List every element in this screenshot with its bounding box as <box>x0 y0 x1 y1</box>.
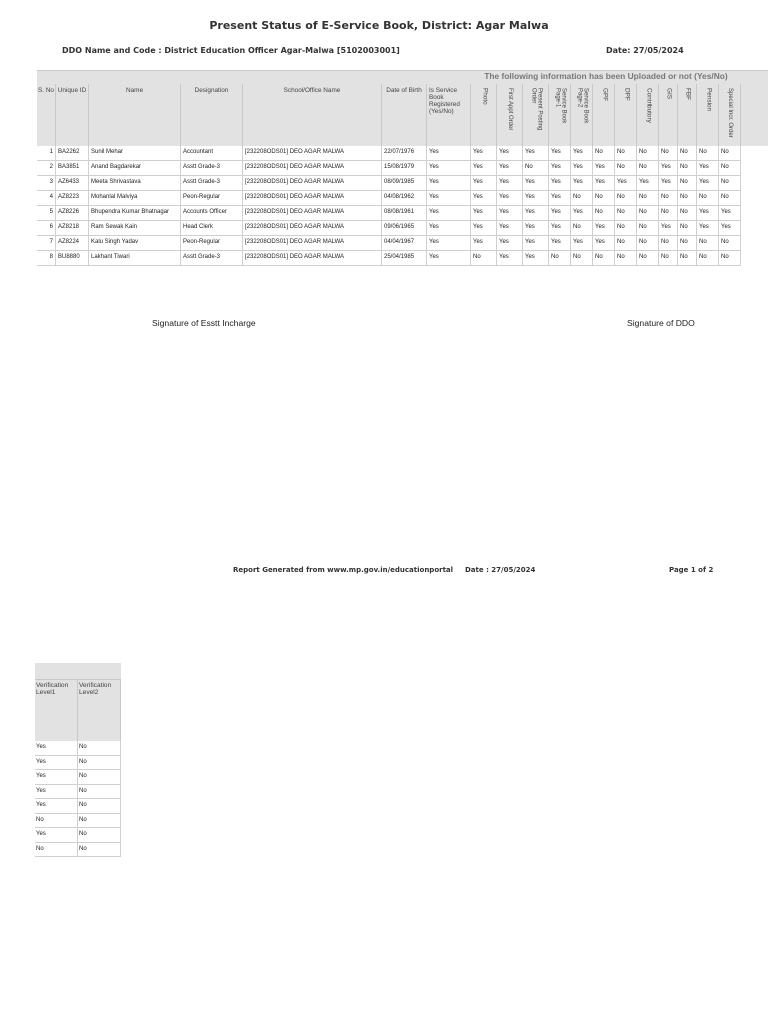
verification-cell-level-2: No <box>78 843 121 858</box>
report-date: Date: 27/05/2024 <box>606 46 684 55</box>
upload-status-caption: The following information has been Uploaded or not (Yes/No) <box>484 71 728 81</box>
table-cell-first_appt: Yes <box>497 161 523 176</box>
table-cell-school: [232208ODS01] DEO AGAR MALWA <box>243 236 382 251</box>
table-cell-designation: Accountant <box>181 146 243 161</box>
table-cell-fbf: No <box>678 251 697 266</box>
table-cell-gpf: No <box>593 206 615 221</box>
table-cell-sb1: Yes <box>549 206 571 221</box>
verification-cell-level-1: Yes <box>35 756 78 771</box>
table-cell-special: No <box>719 191 741 206</box>
table-cell-sno: 3 <box>37 176 56 191</box>
column-header-dpf: DPF <box>615 84 637 146</box>
table-cell-pension: Yes <box>697 221 719 236</box>
table-cell-special: No <box>719 161 741 176</box>
verification-cell-level-2: No <box>78 785 121 800</box>
verification-cell-level-2: No <box>78 770 121 785</box>
column-header-designation: Designation <box>181 84 243 146</box>
table-cell-sb1: Yes <box>549 146 571 161</box>
table-cell-school: [232208ODS01] DEO AGAR MALWA <box>243 161 382 176</box>
table-cell-gis: No <box>659 146 678 161</box>
table-cell-sno: 6 <box>37 221 56 236</box>
column-header-dob: Date of Birth <box>382 84 427 146</box>
table-cell-sb1: Yes <box>549 161 571 176</box>
table-cell-sno: 5 <box>37 206 56 221</box>
table-cell-sb2: Yes <box>571 161 593 176</box>
table-cell-gis: No <box>659 236 678 251</box>
table-cell-gis: No <box>659 206 678 221</box>
table-cell-registered: Yes <box>427 251 471 266</box>
table-cell-first_appt: Yes <box>497 221 523 236</box>
table-cell-registered: Yes <box>427 221 471 236</box>
table-cell-sb2: Yes <box>571 236 593 251</box>
table-cell-pension: No <box>697 191 719 206</box>
table-cell-present_posting: Yes <box>523 191 549 206</box>
table-cell-dob: 04/08/1962 <box>382 191 427 206</box>
table-cell-designation: Asstt Grade-3 <box>181 251 243 266</box>
table-cell-first_appt: Yes <box>497 206 523 221</box>
table-cell-sno: 1 <box>37 146 56 161</box>
table-cell-sb2: Yes <box>571 176 593 191</box>
table-cell-gpf: No <box>593 251 615 266</box>
table-cell-sno: 8 <box>37 251 56 266</box>
table-cell-present_posting: Yes <box>523 146 549 161</box>
table-cell-name: Meeta Shrivastava <box>89 176 181 191</box>
signature-ddo: Signature of DDO <box>627 318 695 328</box>
table-cell-present_posting: Yes <box>523 221 549 236</box>
table-cell-gpf: Yes <box>593 176 615 191</box>
table-cell-fbf: No <box>678 191 697 206</box>
table-cell-dpf: No <box>615 146 637 161</box>
table-cell-registered: Yes <box>427 146 471 161</box>
column-header-pension: Pension <box>697 84 719 146</box>
table-cell-first_appt: Yes <box>497 251 523 266</box>
table-cell-name: Sunil Mehar <box>89 146 181 161</box>
column-header-first_appt: First Appt Order <box>497 84 523 146</box>
column-header-gis: GIS <box>659 84 678 146</box>
column-header-sb1: Service Book Page-1 <box>549 84 571 146</box>
table-cell-fbf: No <box>678 146 697 161</box>
table-cell-dpf: No <box>615 236 637 251</box>
table-cell-sno: 7 <box>37 236 56 251</box>
table-cell-sb1: Yes <box>549 176 571 191</box>
table-cell-fbf: No <box>678 206 697 221</box>
table-cell-dpf: No <box>615 161 637 176</box>
table-header-background-extra <box>741 84 768 146</box>
table-cell-dpf: No <box>615 191 637 206</box>
table-cell-dob: 08/09/1985 <box>382 176 427 191</box>
table-cell-dob: 15/08/1979 <box>382 161 427 176</box>
table-cell-fbf: No <box>678 236 697 251</box>
footer-page-number: Page 1 of 2 <box>669 566 714 574</box>
table-cell-sno: 4 <box>37 191 56 206</box>
table-cell-sb2: Yes <box>571 206 593 221</box>
table-cell-photo: Yes <box>471 221 497 236</box>
table-cell-first_appt: Yes <box>497 236 523 251</box>
verification-cell-level-1: Yes <box>35 785 78 800</box>
verification-cell-level-1: Yes <box>35 799 78 814</box>
table-cell-name: Ram Sewak Kain <box>89 221 181 236</box>
table-cell-sb1: No <box>549 251 571 266</box>
table-cell-gpf: Yes <box>593 236 615 251</box>
column-header-sb2: Service Book Page-2 <box>571 84 593 146</box>
table-cell-present_posting: Yes <box>523 176 549 191</box>
footer-date: Date : 27/05/2024 <box>465 566 536 574</box>
table-cell-photo: Yes <box>471 146 497 161</box>
table-cell-registered: Yes <box>427 176 471 191</box>
table-cell-photo: Yes <box>471 236 497 251</box>
table-cell-gis: Yes <box>659 221 678 236</box>
verification-cell-level-1: Yes <box>35 828 78 843</box>
table-cell-special: No <box>719 236 741 251</box>
table-cell-sno: 2 <box>37 161 56 176</box>
table-cell-first_appt: Yes <box>497 146 523 161</box>
table-cell-uid: AZ8218 <box>56 221 89 236</box>
table-cell-gis: No <box>659 191 678 206</box>
table-cell-sb2: Yes <box>571 146 593 161</box>
table-cell-photo: Yes <box>471 191 497 206</box>
column-header-gpf: GPF <box>593 84 615 146</box>
table-cell-name: Kalu Singh Yadav <box>89 236 181 251</box>
table-cell-contributory: Yes <box>637 176 659 191</box>
column-header-special: Special Incr. Order <box>719 84 741 146</box>
table-cell-designation: Peon-Regular <box>181 191 243 206</box>
footer-generated-from: Report Generated from www.mp.gov.in/educationportal <box>233 566 454 574</box>
column-header-sno: S. No <box>37 84 56 146</box>
table-cell-gis: Yes <box>659 176 678 191</box>
table-cell-sb1: Yes <box>549 236 571 251</box>
table-cell-first_appt: Yes <box>497 191 523 206</box>
table-cell-pension: No <box>697 251 719 266</box>
table-cell-sb2: No <box>571 221 593 236</box>
table-cell-uid: AZ8226 <box>56 206 89 221</box>
table-cell-special: Yes <box>719 221 741 236</box>
signature-esstt-incharge: Signature of Esstt Incharge <box>152 318 256 328</box>
table-cell-dob: 25/04/1985 <box>382 251 427 266</box>
verification-cell-level-2: No <box>78 741 121 756</box>
table-cell-sb1: Yes <box>549 221 571 236</box>
table-cell-fbf: No <box>678 221 697 236</box>
table-cell-sb2: No <box>571 251 593 266</box>
table-cell-pension: No <box>697 146 719 161</box>
table-cell-school: [232208ODS01] DEO AGAR MALWA <box>243 251 382 266</box>
column-header-registered: Is Service Book Registered (Yes/No) <box>427 84 471 146</box>
table-cell-pension: Yes <box>697 161 719 176</box>
table-cell-name: Mohanlal Malviya <box>89 191 181 206</box>
column-header-name: Name <box>89 84 181 146</box>
column-header-present_posting: Present Posting Order <box>523 84 549 146</box>
column-header-uid: Unique ID <box>56 84 89 146</box>
table-cell-special: Yes <box>719 206 741 221</box>
column-header-school: School/Office Name <box>243 84 382 146</box>
verification-cell-level-1: Yes <box>35 770 78 785</box>
table-cell-pension: No <box>697 236 719 251</box>
table-cell-dpf: No <box>615 251 637 266</box>
column-header-contributory: Contributory <box>637 84 659 146</box>
table-cell-designation: Asstt Grade-3 <box>181 176 243 191</box>
table-cell-dob: 04/04/1967 <box>382 236 427 251</box>
table-cell-name: Bhupendra Kumar Bhatnagar <box>89 206 181 221</box>
table-cell-contributory: No <box>637 191 659 206</box>
table-cell-registered: Yes <box>427 161 471 176</box>
table-cell-dob: 08/08/1961 <box>382 206 427 221</box>
table-cell-special: No <box>719 251 741 266</box>
verification-cell-level-2: No <box>78 828 121 843</box>
table-cell-dob: 22/07/1976 <box>382 146 427 161</box>
table-cell-photo: Yes <box>471 176 497 191</box>
table-cell-uid: AZ6433 <box>56 176 89 191</box>
column-header-verification-level-1: Verification Level1 <box>35 680 78 741</box>
ddo-name-code: DDO Name and Code : District Education Officer Agar-Malwa [5102003001] <box>62 46 400 55</box>
table-cell-school: [232208ODS01] DEO AGAR MALWA <box>243 206 382 221</box>
table-cell-uid: BA2262 <box>56 146 89 161</box>
column-header-photo: Photo <box>471 84 497 146</box>
table-cell-school: [232208ODS01] DEO AGAR MALWA <box>243 146 382 161</box>
table-cell-school: [232208ODS01] DEO AGAR MALWA <box>243 176 382 191</box>
table-cell-contributory: No <box>637 236 659 251</box>
table-cell-gpf: Yes <box>593 221 615 236</box>
table-cell-present_posting: Yes <box>523 236 549 251</box>
table-cell-gpf: No <box>593 191 615 206</box>
table-cell-present_posting: Yes <box>523 206 549 221</box>
table-cell-name: Lakhant Tiwari <box>89 251 181 266</box>
table-cell-gis: No <box>659 251 678 266</box>
table-cell-sb2: No <box>571 191 593 206</box>
table-cell-designation: Accounts Officer <box>181 206 243 221</box>
column-header-fbf: FBF <box>678 84 697 146</box>
table-cell-photo: No <box>471 251 497 266</box>
table-cell-photo: Yes <box>471 161 497 176</box>
table-cell-special: No <box>719 176 741 191</box>
table-cell-fbf: No <box>678 161 697 176</box>
table-cell-school: [232208ODS01] DEO AGAR MALWA <box>243 221 382 236</box>
table-cell-first_appt: Yes <box>497 176 523 191</box>
table-cell-pension: Yes <box>697 206 719 221</box>
table-cell-dpf: No <box>615 206 637 221</box>
table-cell-contributory: No <box>637 146 659 161</box>
verification-cell-level-1: Yes <box>35 741 78 756</box>
table-cell-pension: Yes <box>697 176 719 191</box>
table-cell-fbf: No <box>678 176 697 191</box>
verification-cell-level-1: No <box>35 843 78 858</box>
table-cell-gpf: No <box>593 146 615 161</box>
table-cell-uid: AZ8223 <box>56 191 89 206</box>
table-cell-present_posting: No <box>523 161 549 176</box>
table-cell-special: No <box>719 146 741 161</box>
column-header-verification-level-2: Verification Level2 <box>78 680 121 741</box>
table-cell-gpf: Yes <box>593 161 615 176</box>
table-cell-uid: BA3851 <box>56 161 89 176</box>
table-cell-contributory: No <box>637 161 659 176</box>
verification-cell-level-2: No <box>78 799 121 814</box>
table-cell-dob: 09/06/1965 <box>382 221 427 236</box>
table-cell-dpf: No <box>615 221 637 236</box>
verification-cell-level-2: No <box>78 756 121 771</box>
table-cell-gis: Yes <box>659 161 678 176</box>
verification-cell-level-1: No <box>35 814 78 829</box>
table-cell-name: Anand Bagdarekar <box>89 161 181 176</box>
table-cell-dpf: Yes <box>615 176 637 191</box>
table-cell-contributory: No <box>637 251 659 266</box>
table-cell-sb1: Yes <box>549 191 571 206</box>
table-cell-school: [232208ODS01] DEO AGAR MALWA <box>243 191 382 206</box>
table-cell-photo: Yes <box>471 206 497 221</box>
table-cell-contributory: No <box>637 221 659 236</box>
page2-header-band <box>35 663 121 680</box>
table-cell-uid: BU8880 <box>56 251 89 266</box>
verification-cell-level-2: No <box>78 814 121 829</box>
table-cell-registered: Yes <box>427 191 471 206</box>
table-cell-present_posting: Yes <box>523 251 549 266</box>
table-cell-designation: Asstt Grade-3 <box>181 161 243 176</box>
table-cell-designation: Head Clerk <box>181 221 243 236</box>
table-cell-registered: Yes <box>427 206 471 221</box>
table-cell-designation: Peon-Regular <box>181 236 243 251</box>
table-cell-registered: Yes <box>427 236 471 251</box>
table-cell-contributory: No <box>637 206 659 221</box>
table-cell-uid: AZ8224 <box>56 236 89 251</box>
report-title: Present Status of E-Service Book, District: Agar Malwa <box>209 19 549 32</box>
